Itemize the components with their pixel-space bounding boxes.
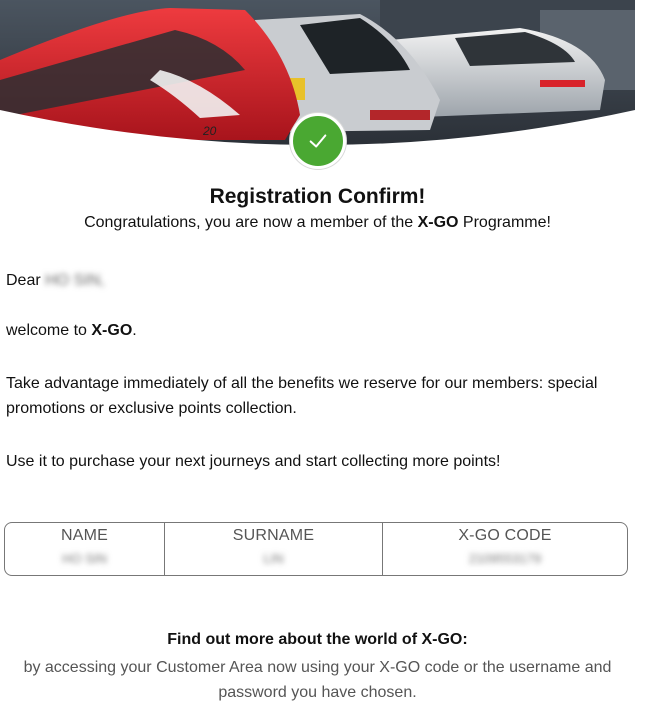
welcome-text: welcome to X-GO. bbox=[6, 322, 137, 339]
surname-header: SURNAME bbox=[232, 527, 315, 544]
page-title: Registration Confirm! bbox=[209, 185, 426, 208]
surname-column bbox=[165, 523, 383, 575]
name-header: NAME bbox=[60, 527, 109, 544]
name-column bbox=[5, 523, 165, 575]
name-value: HO SIN bbox=[62, 551, 107, 566]
code-header: X-GO CODE bbox=[458, 527, 552, 544]
greeting: Dear HO SIN, bbox=[6, 268, 631, 293]
member-info-table bbox=[4, 522, 628, 576]
surname-value: LIN bbox=[263, 551, 284, 566]
success-badge bbox=[290, 113, 346, 169]
footer-title: Find out more about the world of X-GO: bbox=[167, 631, 468, 648]
checkmark-icon bbox=[307, 130, 329, 152]
member-name: HO SIN, bbox=[45, 272, 105, 289]
code-value: 2109553179 bbox=[468, 551, 542, 566]
page-subtitle: Congratulations, you are now a member of the X-GO Programme! bbox=[84, 214, 551, 231]
benefits-paragraph: Take advantage immediately of all the benefits we reserve for our members: special promotions or exclusive points collection. bbox=[6, 375, 598, 417]
brand-name: X-GO bbox=[417, 214, 459, 231]
use-paragraph: Use it to purchase your next journeys and start collecting more points! bbox=[6, 453, 501, 470]
code-column bbox=[383, 523, 627, 575]
brand-name: X-GO bbox=[91, 322, 133, 339]
footer-text: by accessing your Customer Area now using your X-GO code or the username and password you have chosen. bbox=[23, 659, 612, 701]
svg-text:20: 20 bbox=[203, 124, 217, 138]
